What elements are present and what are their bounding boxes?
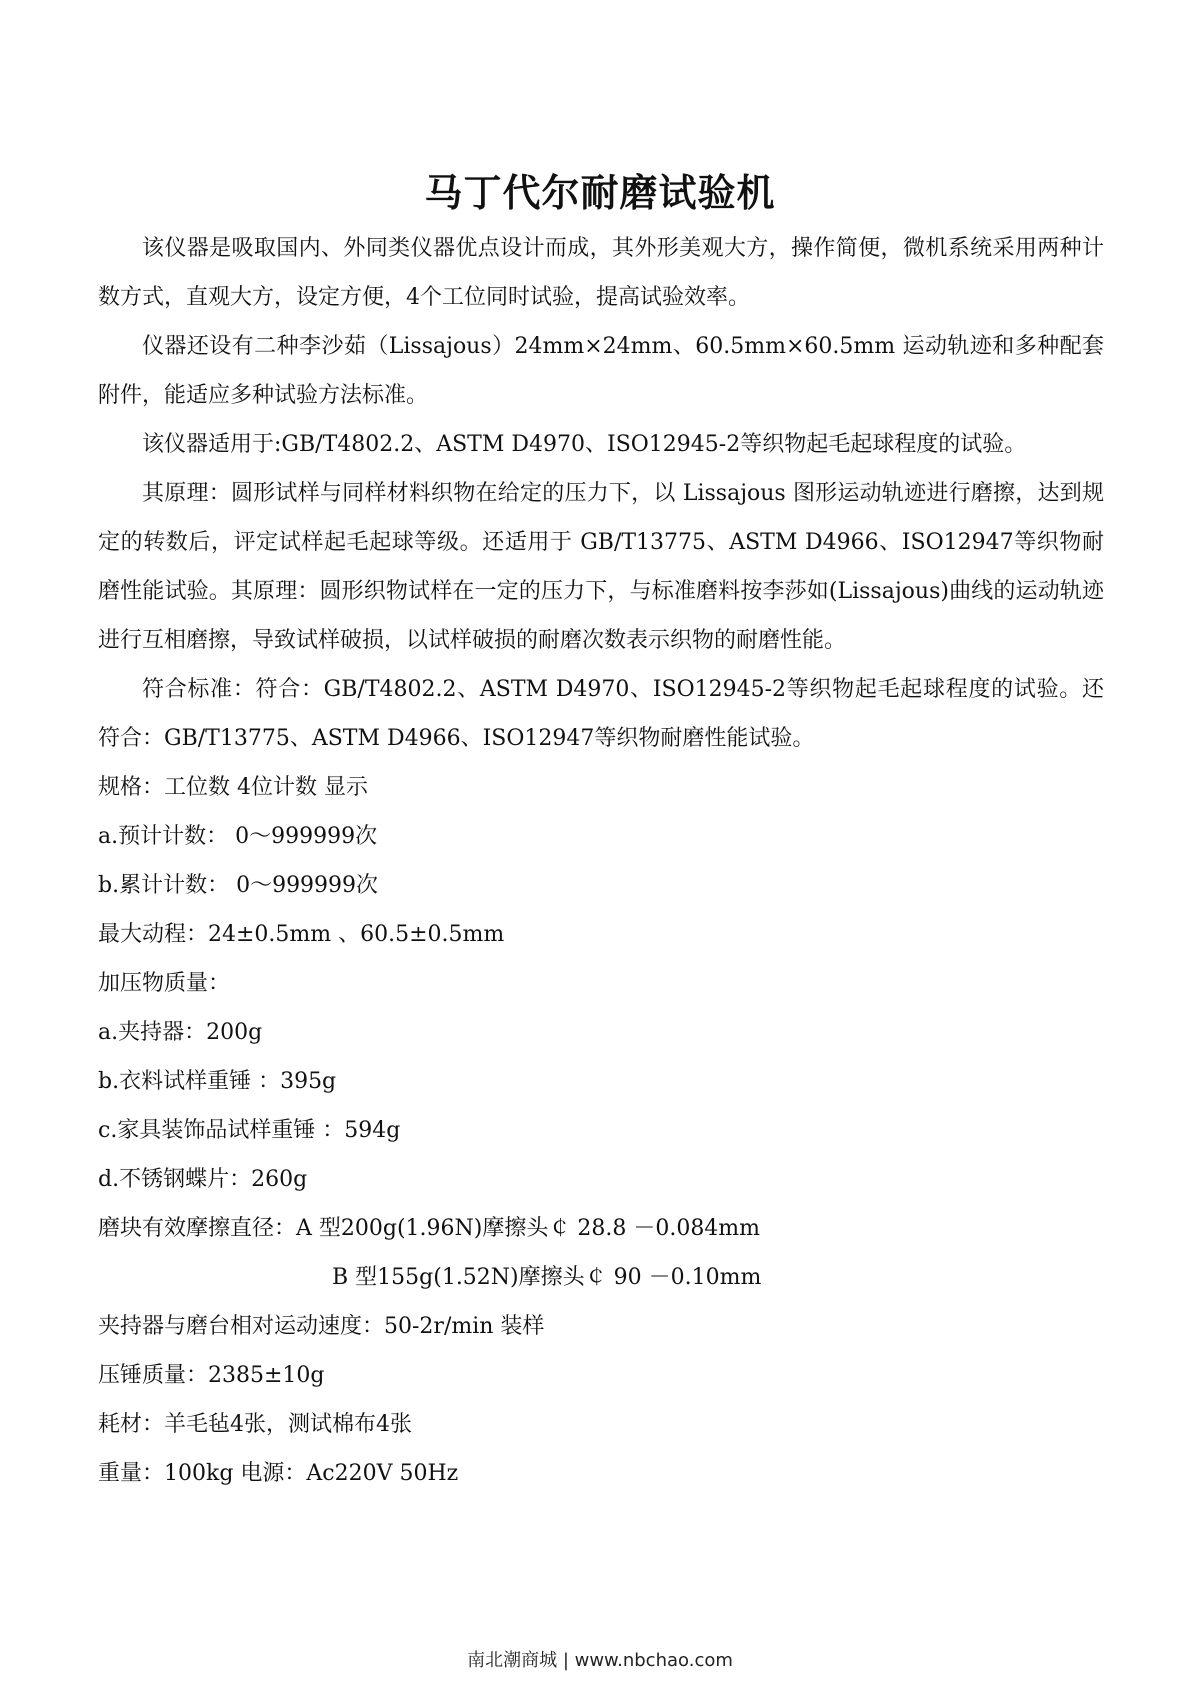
spec-line-preset-count: a.预计计数： 0～999999次 — [98, 824, 378, 849]
spec-line-consumables: 耗材：羊毛毡4张，测试棉布4张 — [98, 1412, 412, 1437]
spec-line-weight-power: 重量：100kg 电源：Ac220V 50Hz — [98, 1461, 459, 1486]
spec-line-friction-diameter-b: B 型155g(1.52N)摩擦头￠ 90 －0.10mm — [332, 1265, 762, 1290]
applicability-paragraph: 该仪器适用于:GB/T4802.2、ASTM D4970、ISO12945-2等织物起毛起球程度的试验。 — [142, 432, 1027, 457]
spec-line-stations: 规格：工位数 4位计数 显示 — [98, 775, 368, 800]
lissajous-paragraph: 仪器还设有二种李沙茹（Lissajous）24mm×24mm、60.5mm×60.5mm 运动轨迹和多种配套附件，能适应多种试验方法标准。 — [98, 334, 1104, 408]
spec-line-furnishing-weight: c.家具装饰品试样重锤 ：594g — [98, 1118, 401, 1143]
spec-line-holder: a.夹持器：200g — [98, 1020, 263, 1045]
page-title: 马丁代尔耐磨试验机 — [424, 170, 776, 216]
spec-line-relative-speed: 夹持器与磨台相对运动速度：50-2r/min 装样 — [98, 1314, 545, 1339]
intro-paragraph: 该仪器是吸取国内、外同类仪器优点设计而成，其外形美观大方，操作简便，微机系统采用两种计数方式，直观大方，设定方便，4个工位同时试验，提高试验效率。 — [98, 236, 1104, 310]
footer-watermark: 南北潮商城 | www.nbchao.com — [467, 1650, 733, 1671]
standards-paragraph: 符合标准：符合：GB/T4802.2、ASTM D4970、ISO12945-2等织物起毛起球程度的试验。还符合：GB/T13775、ASTM D4966、ISO12947等织物耐磨性能试验。 — [98, 677, 1104, 751]
spec-line-total-count: b.累计计数： 0～999999次 — [98, 873, 379, 898]
spec-line-press-weight: 压锤质量：2385±10g — [98, 1363, 325, 1388]
specifications-list — [98, 763, 1104, 1498]
principle-paragraph: 其原理：圆形试样与同样材料织物在给定的压力下，以 Lissajous 图形运动轨迹进行磨擦，达到规定的转数后，评定试样起毛起球等级。还适用于 GB/T13775、ASTM D4966、ISO12947等织物耐磨性能试验。其原理：圆形织物试样在一定的压力下，与标准磨料按李莎如(Lissajous)曲线的运动轨迹进行互相磨擦，导致试样破损，以试样破损的耐磨次数表示织物的耐磨性能。 — [98, 481, 1104, 653]
document-body — [98, 224, 1104, 1498]
spec-line-fabric-weight: b.衣料试样重锤 ：395g — [98, 1069, 337, 1094]
spec-line-friction-diameter-a: 磨块有效摩擦直径：A 型200g(1.96N)摩擦头￠ 28.8 －0.084mm — [98, 1216, 761, 1241]
spec-line-steel-disc: d.不锈钢蝶片：260g — [98, 1167, 308, 1192]
spec-line-max-stroke: 最大动程：24±0.5mm 、60.5±0.5mm — [98, 922, 505, 947]
spec-line-load-mass-heading: 加压物质量： — [98, 971, 231, 996]
